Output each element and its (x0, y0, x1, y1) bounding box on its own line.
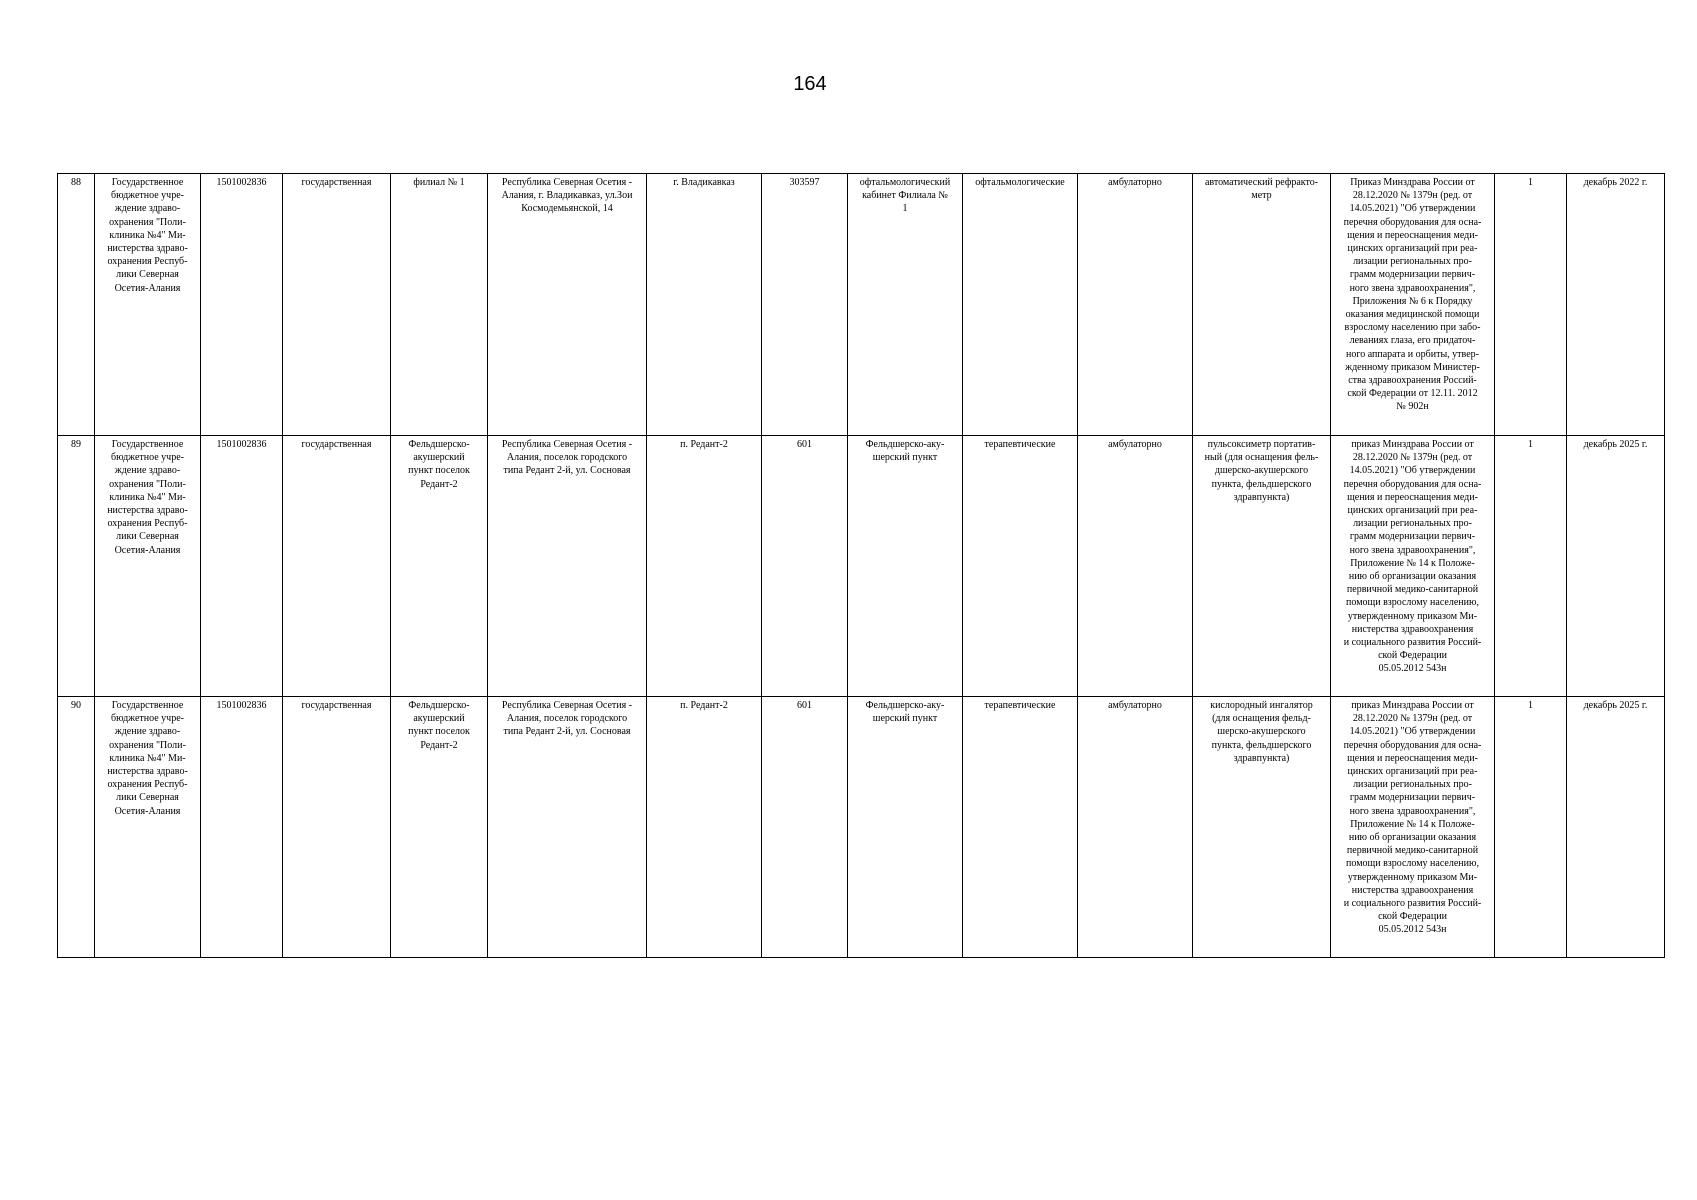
cell-code: 601 (762, 697, 848, 958)
cell-number: 90 (58, 697, 95, 958)
cell-condition: амбулаторно (1078, 174, 1193, 436)
cell-condition: амбулаторно (1078, 436, 1193, 697)
cell-date: декабрь 2025 г. (1567, 436, 1665, 697)
page-number: 164 (793, 73, 827, 95)
cell-address: Республика Северная Осетия - Алания, поселок городского типа Редант 2-й, ул. Сосновая (488, 436, 647, 697)
cell-city: п. Редант-2 (647, 697, 762, 958)
cell-city: г. Владикавказ (647, 174, 762, 436)
cell-date: декабрь 2025 г. (1567, 697, 1665, 958)
cell-city: п. Редант-2 (647, 436, 762, 697)
cell-division: Фельдшерско- акушерский пункт поселок Редант-2 (391, 697, 488, 958)
cell-basis: Приказ Минздрава России от 28.12.2020 № 1379н (ред. от 14.05.2021) "Об утверждении перечня оборудования для осна- щения и переоснащения меди- цинских организаций при реа- лизации региональных про- грамм модернизации первич- ного звена здравоохранения", Приложения № 6 к Порядку оказания медицинской помощи взрослому населению при забо- леваниях глаза, его придаточ- ного аппарата и орбиты, утвер- жденному приказом Министер- ства здравоохранения Россий- ской Федерации от 12.11. 2012 № 902н (1331, 174, 1495, 436)
cell-organization: Государственное бюджетное учре- ждение здраво- охранения "Поли- клиника №4" Ми- нистерства здраво- охранения Респуб- лики Северная Осетия-Алания (95, 174, 201, 436)
cell-address: Республика Северная Осетия - Алания, г. Владикавказ, ул.Зои Космодемьянской, 14 (488, 174, 647, 436)
cell-equipment: кислородный ингалятор (для оснащения фельд- шерско-акушерского пункта, фельдшерского здравпункта) (1193, 697, 1331, 958)
cell-condition: амбулаторно (1078, 697, 1193, 958)
cell-equipment: автоматический рефракто- метр (1193, 174, 1331, 436)
cell-room: офтальмологический кабинет Филиала № 1 (848, 174, 963, 436)
cell-inn: 1501002836 (201, 436, 283, 697)
cell-code: 601 (762, 436, 848, 697)
cell-profile: терапевтические (963, 697, 1078, 958)
table-row (58, 697, 1665, 958)
cell-basis: приказ Минздрава России от 28.12.2020 № 1379н (ред. от 14.05.2021) "Об утверждении перечня оборудования для осна- щения и переоснащения меди- цинских организаций при реа- лизации региональных про- грамм модернизации первич- ного звена здравоохранения", Приложение № 14 к Положе- нию об организации оказания первичной медико-санитарной помощи взрослому населению, утвержденному приказом Ми- нистерства здравоохранения и социального развития Россий- ской Федерации 05.05.2012 543н (1331, 697, 1495, 958)
cell-quantity: 1 (1495, 697, 1567, 958)
cell-profile: офтальмологические (963, 174, 1078, 436)
cell-organization: Государственное бюджетное учре- ждение здраво- охранения "Поли- клиника №4" Ми- нистерства здраво- охранения Респуб- лики Северная Осетия-Алания (95, 697, 201, 958)
cell-quantity: 1 (1495, 174, 1567, 436)
cell-number: 88 (58, 174, 95, 436)
cell-profile: терапевтические (963, 436, 1078, 697)
cell-ownership: государственная (283, 436, 391, 697)
cell-ownership: государственная (283, 697, 391, 958)
cell-number: 89 (58, 436, 95, 697)
cell-room: Фельдшерско-аку- шерский пункт (848, 697, 963, 958)
cell-division: Фельдшерско- акушерский пункт поселок Редант-2 (391, 436, 488, 697)
cell-basis: приказ Минздрава России от 28.12.2020 № 1379н (ред. от 14.05.2021) "Об утверждении перечня оборудования для осна- щения и переоснащения меди- цинских организаций при реа- лизации региональных про- грамм модернизации первич- ного звена здравоохранения", Приложение № 14 к Положе- нию об организации оказания первичной медико-санитарной помощи взрослому населению, утвержденному приказом Ми- нистерства здравоохранения и социального развития Россий- ской Федерации 05.05.2012 543н (1331, 436, 1495, 697)
cell-organization: Государственное бюджетное учре- ждение здраво- охранения "Поли- клиника №4" Ми- нистерства здраво- охранения Респуб- лики Северная Осетия-Алания (95, 436, 201, 697)
table-row (58, 436, 1665, 697)
cell-date: декабрь 2022 г. (1567, 174, 1665, 436)
cell-room: Фельдшерско-аку- шерский пункт (848, 436, 963, 697)
cell-division: филиал № 1 (391, 174, 488, 436)
equipment-table (57, 173, 1665, 958)
cell-address: Республика Северная Осетия - Алания, поселок городского типа Редант 2-й, ул. Сосновая (488, 697, 647, 958)
table-row (58, 174, 1665, 436)
cell-inn: 1501002836 (201, 697, 283, 958)
cell-equipment: пульсоксиметр портатив- ный (для оснащения фель- дшерско-акушерского пункта, фельдшерского здравпункта) (1193, 436, 1331, 697)
cell-code: 303597 (762, 174, 848, 436)
cell-ownership: государственная (283, 174, 391, 436)
cell-quantity: 1 (1495, 436, 1567, 697)
cell-inn: 1501002836 (201, 174, 283, 436)
